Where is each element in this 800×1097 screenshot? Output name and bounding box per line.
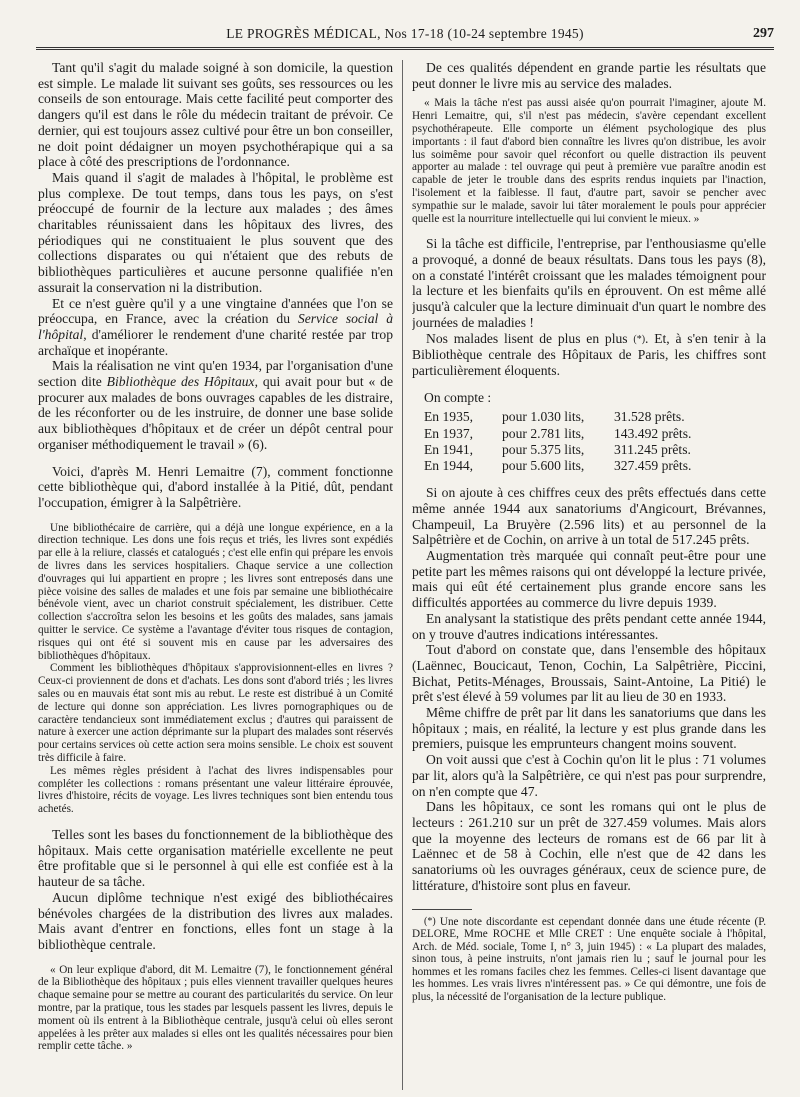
stats-loans: 143.492 prêts. [614, 425, 692, 441]
header-rule [36, 47, 774, 50]
right-column [412, 60, 766, 1090]
paragraph: En analysant la statistique des prêts pendant cette année 1944, on y trouve d'autres indications intéressantes. [412, 610, 766, 642]
footnote-reference: (*) [633, 333, 646, 345]
stats-row [424, 426, 766, 442]
stats-beds: pour 5.375 lits, [502, 441, 585, 457]
spacer [38, 953, 393, 964]
quoted-passage: « On leur explique d'abord, dit M. Lemaitre (7), le fonctionnement général de la Bibliothèque des hôpitaux ; puis elles viennent travailler quelques heures chaque semaine pour se mettre au courant des particularités du service. On leur montre, par la pratique, tous les stades par lesquels passent les livres, depuis le moment où ils entrent à la Bibliothèque centrale, jusqu'à celui où elles seront appelées à les prêter aux malades si elles ont les qualités nécessaires pour bien remplir cette tâche. » [38, 963, 393, 1053]
text-run: , d'améliorer le rendement d'une charité restée par trop archaïque et inopérante. [38, 326, 393, 358]
paragraph: Augmentation très marquée qui connaît peut-être pour une petite part les mêmes raisons qui ont développé la lecture privée, mais qui eût été certainement plus grande encore sans les difficultés apportées au commerce du livre depuis 1939. [412, 548, 766, 611]
journal-title: LE PROGRÈS MÉDICAL, Nos 17-18 (10-24 septembre 1945) [226, 26, 584, 41]
footnote-text: Une note discordante est cependant donnée dans une étude récente (P. DELORE, Mme ROCHE et Mlle CRET : Une enquête sociale à l'hôpital, Arch. de Méd. sociale, Tome I, n° 3, juin 1945) : « La plupart des malades, sinon tous, à peine instruits, n'ont jamais rien lu ; sauf le journal pour les hommes et les romans faciles chez les femmes. Celles-ci lisent davantage que les hommes. Les vrais livres n'intéressent pas. » Ce qui démontre, une fois de plus, la nécessité de l'organisation de la lecture publique. [412, 915, 766, 1004]
quoted-passage: Les mêmes règles président à l'achat des livres indispensables pour compléter les collections : romans présentant une valeur littéraire éprouvée, livres d'histoire, récits de voyage. Les livres techniques sont bien entendu tous achetés. [38, 764, 393, 816]
stats-intro: On compte : [424, 389, 492, 405]
paragraph: On voit aussi que c'est à Cochin qu'on lit le plus : 71 volumes par lit, alors qu'à la Salpêtrière, ce qui n'est pas pour surprendre, on n'en compte que 47. [412, 752, 766, 799]
quoted-passage: Comment les bibliothèques d'hôpitaux s'approvisionnent-elles en livres ? Ceux-ci proviennent de dons et d'achats. Les dons sont d'abord triés ; les livres sales ou en mauvais état sont mis au rebut. Le reste est distribué à un Comité de lecture qui donne son appréciation. Les livres pornographiques ou de caractère tendancieux sont immédiatement exclus ; d'autres qui paraissent de nature à exercer une action déprimante sur la plupart des malades sont réservés pour certains services où cette action sera moins sensible. Le choix est souvent très difficile à faire. [38, 662, 393, 765]
stats-loans: 327.459 prêts. [614, 458, 692, 474]
text-run: , qui avait pour but « de procurer aux malades de bons ouvrages capables de les distraire, de les réconforter ou de les instruire, de donner une base solide aux bibliothèques d'hôpitaux et de créer un dépôt central pour organiser méthodiquement le travail » (6). [38, 374, 393, 452]
paragraph: Même chiffre de prêt par lit dans les sanatoriums que dans les hôpitaux ; mais, en réalité, la lecture y est plus grande dans les premiers, puisque les emprunteurs changent moins souvent. [412, 705, 766, 752]
spacer [38, 453, 393, 464]
page-number: 297 [753, 26, 774, 41]
spacer [412, 474, 766, 485]
italic-term: Bibliothèque des Hôpitaux [106, 374, 255, 390]
paragraph: Mais quand il s'agit de malades à l'hôpital, le problème est plus complexe. De tout temps, dans tous les pays, on s'est préoccupé de fournir de la lecture aux malades ; des âmes charitables réunissaient dans les hôpitaux des livres, des périodiques qui ne constituaient le plus souvent que des collections disparates ou qui n'étaient que des rebuts de bibliothèques particulières et aucune personne qualifiée n'en assurait la conservation ni la distribution. [38, 169, 393, 295]
paragraph: Dans les hôpitaux, ce sont les romans qui ont le plus de lecteurs : 261.210 sur un prêt de 327.459 volumes. Mais alors que la moyenne des lecteurs de romans est de 66 par lit à Laënnec et de 58 à Cochin, elle n'est que de 42 dans les sanatoriums où les ouvrages généraux, ceux de science pure, de littérature, d'histoire sont plus en faveur. [412, 799, 766, 893]
left-column [38, 60, 393, 1090]
stats-year: En 1944, [424, 458, 474, 474]
text-run: Nos malades lisent de plus en plus [426, 330, 634, 346]
paragraph [38, 358, 393, 452]
column-divider [402, 60, 403, 1090]
running-head [36, 26, 774, 46]
stats-beds: pour 5.600 lits, [502, 458, 585, 474]
stats-year: En 1935, [424, 409, 474, 425]
stats-beds: pour 2.781 lits, [502, 425, 585, 441]
paragraph: Telles sont les bases du fonctionnement de la bibliothèque des hôpitaux. Mais cette organisation matérielle excellente ne peut être profitable que si le personnel à qui elle est confiée est à la hauteur de sa tâche. [38, 827, 393, 890]
stats-row [424, 442, 766, 458]
paragraph: Tout d'abord on constate que, dans l'ensemble des hôpitaux (Laënnec, Boucicaut, Tenon, Cochin, La Salpêtrière, Piccini, Bichat, Petits-Ménages, Broussais, Saint-Antoine, La Pitié) le prêt s'est élevé à 59 volumes par lit au lieu de 30 en 1933. [412, 642, 766, 705]
paragraph: Si on ajoute à ces chiffres ceux des prêts effectués dans cette même année 1944 aux sanatoriums d'Angicourt, Brévannes, Champeuil, La Bruyère (2.596 lits) et au personnel de la Salpêtrière et de Cochin, on arrive à un total de 517.245 prêts. [412, 485, 766, 548]
stats-row [424, 458, 766, 474]
spacer [412, 379, 766, 390]
paragraph [412, 331, 766, 379]
stats-year: En 1941, [424, 441, 474, 457]
paragraph [38, 296, 393, 359]
footnote-rule [412, 909, 472, 910]
loan-statistics [424, 409, 766, 474]
quoted-passage: « Mais la tâche n'est pas aussi aisée qu'on pourrait l'imaginer, ajoute M. Henri Lemaitre, qui, s'il n'est pas médecin, s'avère cependant excellent psychothérapeute. Elle comporte un élément psychologique des plus importants : il faut d'abord bien connaître les livres qu'on distribue, les avoir lus soimême pour savoir quel réconfort ou quelle distraction ils peuvent apporter au malade : tel ouvrage qui peut à première vue paraître anodin est capable de jeter le trouble dans des esprits rendus inquiets par l'inaction, l'isolement et la faiblesse. Il faut, d'autre part, savoir se pencher avec sympathie sur le malade, savoir lui tâter moralement le pouls pour apprécier quelle est la nourriture intellectuelle qui lui convient le mieux. » [412, 97, 766, 225]
stats-row [424, 409, 766, 425]
spacer [412, 894, 766, 905]
footnote [412, 916, 766, 1004]
paragraph: De ces qualités dépendent en grande partie les résultats que peut donner le livre mis au service des malades. [412, 60, 766, 91]
stats-year: En 1937, [424, 425, 474, 441]
text-run: Et ce n'est guère qu'il y a une vingtaine d'années que l'on se préoccupa, en France, avec la création du [38, 295, 393, 327]
spacer [38, 511, 393, 522]
stats-loans: 31.528 prêts. [614, 409, 685, 425]
paragraph: Tant qu'il s'agit du malade soigné à son domicile, la question est simple. Le malade lit suivant ses goûts, ses ressources ou les conseils de son entourage. Mais cette facilité peut comporter des dangers qu'il est dans le rôle du médecin traitant de prévoir. Ce dernier, qui est toujours assez cultivé pour être un bon conseiller, ne doit point dédaigner un moyen psychothérapique qui a sa place à côté des prescriptions de l'ordonnance. [38, 60, 393, 170]
spacer [38, 816, 393, 827]
text-run: Mais la réalisation ne vint qu'en 1934, par l'organisation d'une section dite [38, 358, 393, 390]
quoted-passage: Une bibliothécaire de carrière, qui a déjà une longue expérience, en a la direction technique. Les dons une fois reçus et triés, les livres sont expédiés par elle à la reliure, classés et catalogués ; c'est elle enfin qui prépare les envois de livres dans les services hospitaliers. Chaque service a une collection d'ouvrages qui lui appartient en propre ; les livres sont entreposés dans une pièce voisine des salles de malades et une fois par semaine une bibliothécaire bénévole vient, avec un chariot construit spécialement, les distribuer. Cette collection s'accroîtra selon les besoins et les goûts des malades, sans jamais quitter le service. Ce système a l'avantage d'éviter tous risques de contagion, risques qui ont été si souvent mis en cause par les adversaires des bibliothèques d'hôpitaux. [38, 521, 393, 662]
stats-beds: pour 1.030 lits, [502, 409, 585, 425]
paragraph: Voici, d'après M. Henri Lemaitre (7), comment fonctionne cette bibliothèque qui, d'abord installée à la Pitié, dût, pendant l'occupation, émigrer à la Salpêtrière. [38, 463, 393, 510]
spacer [412, 225, 766, 236]
text-run: . Et, à s'en tenir à la Bibliothèque centrale des Hôpitaux de Paris, les chiffres sont particulièrement éloquents. [412, 330, 766, 378]
footnote-marker: (*) [424, 915, 436, 927]
stats-loans: 311.245 prêts. [614, 441, 691, 457]
paragraph: Si la tâche est difficile, l'entreprise, par l'enthousiasme qu'elle a provoqué, a donné de beaux résultats. Dans tous les pays (8), on a constaté l'intérêt croissant que les malades témoignent pour la lecture et les bienfaits qu'ils en éprouvent. On est même allé jusqu'à calculer que la lecture diminuait d'un quart le nombre des journées de maladies ! [412, 236, 766, 330]
paragraph: Aucun diplôme technique n'est exigé des bibliothécaires bénévoles chargées de la distribution des livres aux malades. Mais avant d'entrer en fonctions, elles font un stage à la bibliothèque centrale. [38, 889, 393, 952]
italic-term: Service social à l'hôpital [38, 311, 393, 342]
